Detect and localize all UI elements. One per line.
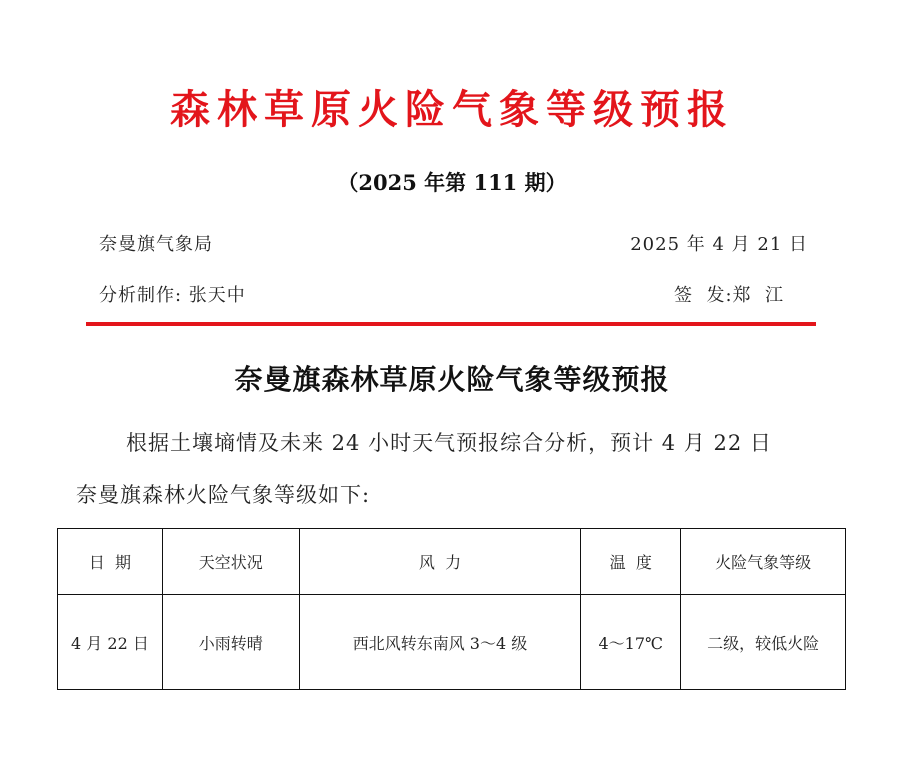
table-row [58,595,846,690]
forecast-table [57,528,846,690]
red-divider [86,322,816,326]
table-header-row [58,529,846,595]
issue-number: （2025 年第 111 期） [337,170,567,195]
intro-line-2: 奈曼旗森林火险气象等级如下: [76,483,371,507]
header-wind: 风 力 [299,529,581,595]
forecast-subtitle: 奈曼旗森林草原火险气象等级预报 [234,363,670,396]
issue-date: 2025 年 4 月 21 日 [630,234,808,255]
header-fire-level: 火险气象等级 [681,529,846,595]
header-sky: 天空状况 [162,529,299,595]
header-date: 日 期 [58,529,163,595]
cell-fire-level: 二级，较低火险 [681,595,846,690]
cell-date: 4 月 22 日 [58,595,163,690]
header-temperature: 温 度 [581,529,681,595]
analyst: 分析制作: 张天中 [99,285,246,306]
issuer: 奈曼旗气象局 [99,234,213,255]
cell-wind: 西北风转东南风 3～4 级 [299,595,581,690]
document-title: 森林草原火险气象等级预报 [170,87,734,133]
cell-temperature: 4～17℃ [581,595,681,690]
cell-sky: 小雨转晴 [162,595,299,690]
signer: 签 发:郑 江 [674,285,784,306]
intro-line-1: 根据土壤墒情及未来 24 小时天气预报综合分析，预计 4 月 22 日 [126,431,772,455]
